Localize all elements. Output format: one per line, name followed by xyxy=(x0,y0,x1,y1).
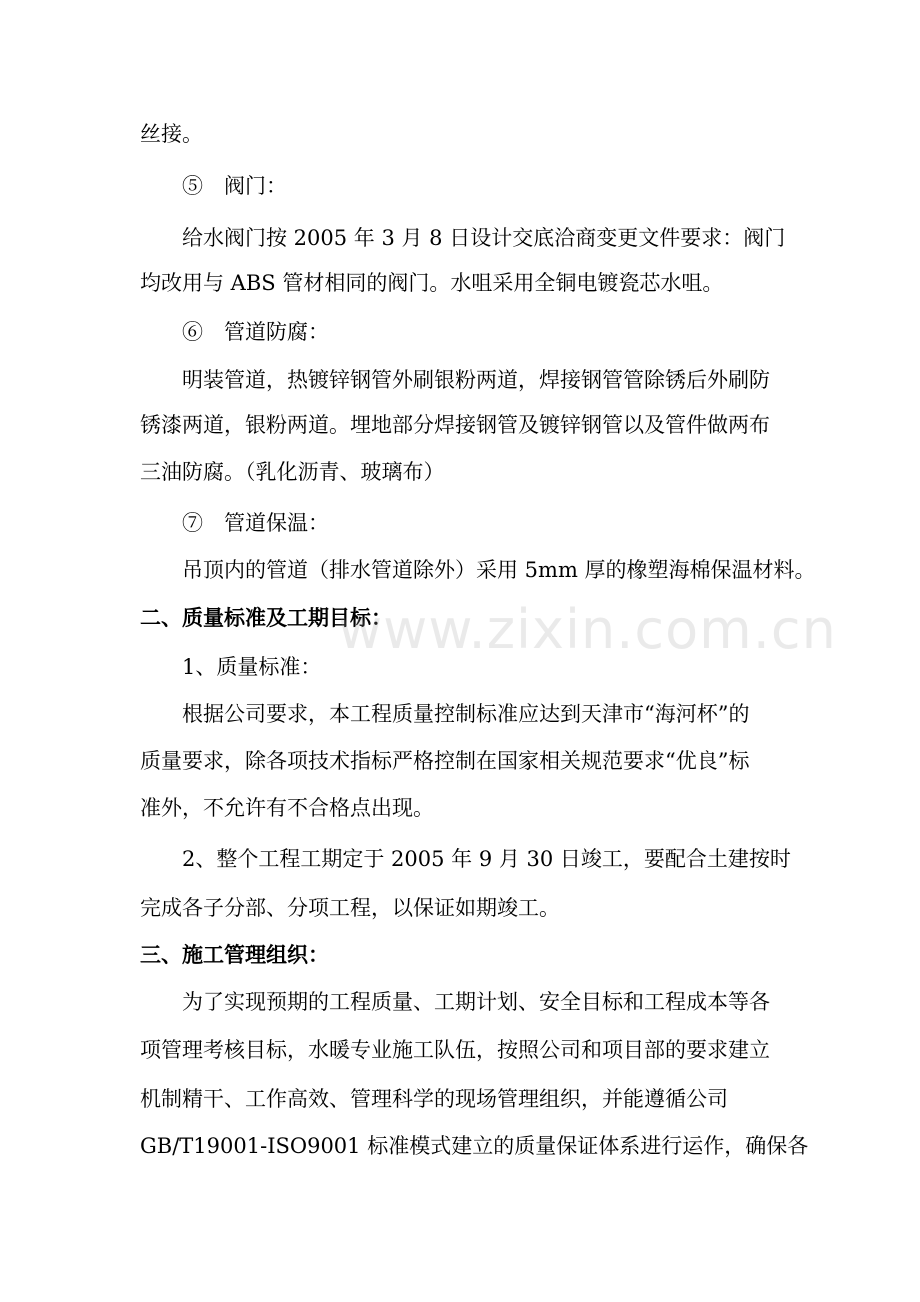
paragraph-line: 项管理考核目标，水暖专业施工队伍，按照公司和项目部的要求建立 xyxy=(140,1038,770,1062)
paragraph-line: 锈漆两道，银粉两道。埋地部分焊接钢管及镀锌钢管以及管件做两布 xyxy=(140,413,770,437)
subsection-heading-quality-standard: 1、质量标准： xyxy=(182,655,322,679)
subsection-heading-insulation: ⑦ 管道保温： xyxy=(182,511,329,535)
section-heading-quality: 二、质量标准及工期目标： xyxy=(140,605,392,630)
paragraph-line: 吊顶内的管道（排水管道除外）采用 5mm 厚的橡塑海棉保温材料。 xyxy=(182,558,816,582)
subsection-heading-valves: ⑤ 阀门： xyxy=(182,174,287,198)
watermark: www.zixin.com.cn xyxy=(338,598,837,661)
paragraph-line: 机制精干、工作高效、管理科学的现场管理组织，并能遵循公司 xyxy=(140,1087,728,1111)
paragraph-line: 三油防腐。（乳化沥青、玻璃布） xyxy=(140,460,445,484)
paragraph-line: 2、整个工程工期定于 2005 年 9 月 30 日竣工，要配合土建按时 xyxy=(182,847,791,871)
paragraph-line: 均改用与 ABS 管材相同的阀门。水咀采用全铜电镀瓷芯水咀。 xyxy=(140,271,724,295)
paragraph-line: 准外，不允许有不合格点出现。 xyxy=(140,796,434,820)
paragraph-line: 根据公司要求，本工程质量控制标准应达到天津市“海河杯”的 xyxy=(182,702,750,726)
subsection-heading-anticorrosion: ⑥ 管道防腐： xyxy=(182,320,329,344)
paragraph-line: 给水阀门按 2005 年 3 月 8 日设计交底洽商变更文件要求：阀门 xyxy=(182,226,786,250)
paragraph-line: 质量要求，除各项技术指标严格控制在国家相关规范要求“优良”标 xyxy=(140,749,750,773)
paragraph-line: 明装管道，热镀锌钢管外刷银粉两道，焊接钢管管除锈后外刷防 xyxy=(182,368,770,392)
paragraph-line: 完成各子分部、分项工程，以保证如期竣工。 xyxy=(140,896,560,920)
paragraph-line: 丝接。 xyxy=(140,122,203,146)
paragraph-line: GB/T19001-ISO9001 标准模式建立的质量保证体系进行运作，确保各 xyxy=(140,1134,809,1158)
paragraph-line: 为了实现预期的工程质量、工期计划、安全目标和工程成本等各 xyxy=(182,990,770,1014)
section-heading-management: 三、施工管理组织： xyxy=(140,942,329,967)
